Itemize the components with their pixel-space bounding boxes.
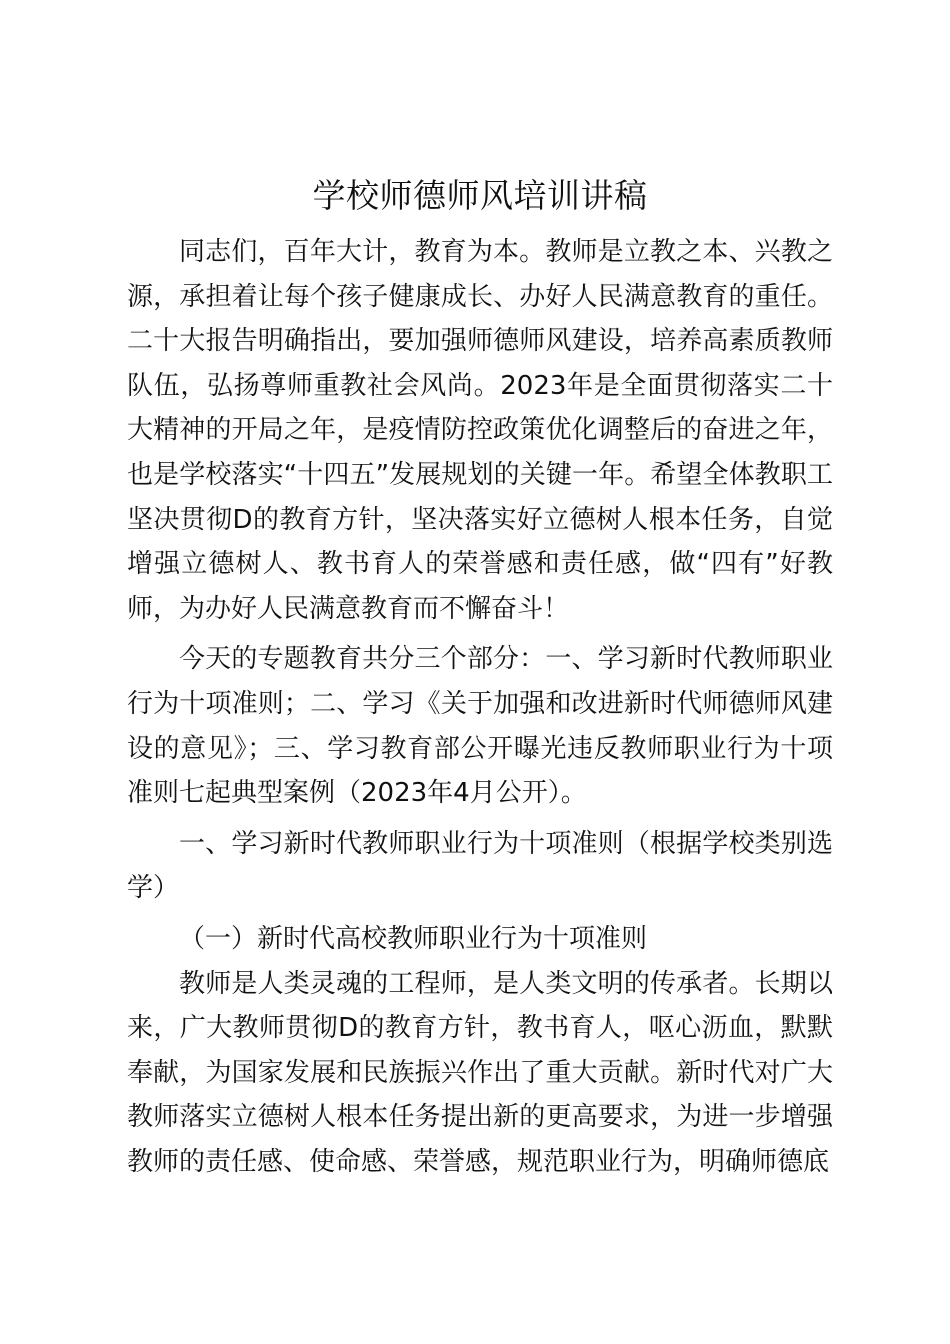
document-title: 学校师德师风培训讲稿 xyxy=(312,176,648,215)
subsection-heading-1: （一）新时代高校教师职业行为十项准则 xyxy=(179,923,648,954)
paragraph-opening: 同志们，百年大计，教育为本。教师是立教之本、兴教之源，承担着让每个孩子健康成长、办好人民满意教育的重任。二十大报告明确指出，要加强师德师风建设，培养高素质教师队伍，弘扬尊师重教社会风尚。2023年是全面贯彻落实二十大精神的开局之年，是疫情防控政策优化调整后的奋进之年，也是学校落实“十四五”发展规划的关键一年。希望全体教职工坚决贯彻D的教育方针，坚决落实好立德树人根本任务，自觉增强立德树人、教书育人的荣誉感和责任感，做“四有”好教师，为办好人民满意教育而不懈奋斗！ xyxy=(127,237,833,624)
paragraph-outline: 今天的专题教育共分三个部分：一、学习新时代教师职业行为十项准则；二、学习《关于加强和改进新时代师德师风建设的意见》；三、学习教育部公开曝光违反教师职业行为十项准则七起典型案例（2023年4月公开）。 xyxy=(127,644,833,809)
document-page xyxy=(127,170,833,1184)
section-heading-1: 一、学习新时代教师职业行为十项准则（根据学校类别选学） xyxy=(127,828,833,904)
paragraph-body: 教师是人类灵魂的工程师，是人类文明的传承者。长期以来，广大教师贯彻D的教育方针，教书育人，呕心沥血，默默奉献，为国家发展和民族振兴作出了重大贡献。新时代对广大教师落实立德树人根本任务提出新的更高要求，为进一步增强教师的责任感、使命感、荣誉感，规范职业行为，明确师德底 xyxy=(127,968,833,1177)
